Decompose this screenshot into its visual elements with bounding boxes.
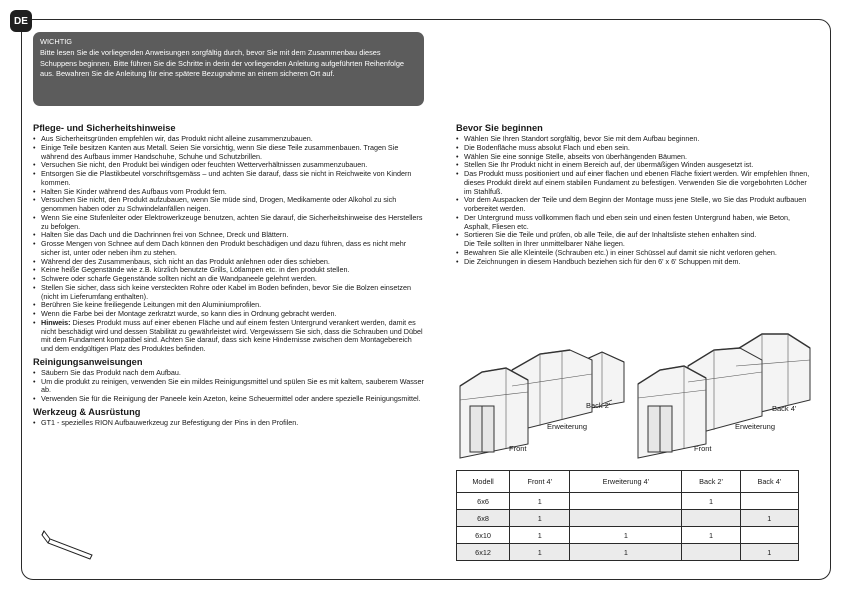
table-cell: 6x10 — [457, 527, 510, 544]
warning-box — [33, 32, 424, 106]
warning-text: Bitte lesen Sie die vorliegenden Anweisungen sorgfältig durch, bevor Sie mit dem Zusammenbau dieses Schuppens beginnen. Bitte führen Sie die Schritte in derin der vorliegenden Anleitung aufgeführten Reihenfolge aus. Bewahren Sie die Anleitung für eine spätere Bezugnahme an einem sicheren Ort auf. — [40, 47, 405, 79]
list-item: • Um die produkt zu reinigen, verwenden Sie ein mildes Reinigungsmittel und spülen Sie es mit kaltem, sauberem Wasser ab. — [33, 378, 425, 396]
list-item: • Der Untergrund muss vollkommen flach und eben sein und einen festen Untergrund haben, wie Beton, Asphalt, Fliesen etc. — [456, 214, 812, 232]
list-item: • Sortieren Sie die Teile und prüfen, ob alle Teile, die auf der Inhaltsliste stehen enhalten sind. Die Teile sollten in Ihrer unmittelbarer Nähe liegen. — [456, 231, 812, 249]
table-cell: 6x8 — [457, 510, 510, 527]
before-heading: Bevor Sie beginnen — [456, 123, 543, 133]
list-item: • Halten Sie Kinder während des Aufbaus vom Produkt fern. — [33, 188, 425, 197]
list-item: • Entsorgen Sie die Plastikbeutel vorschriftsgemäss – und achten Sie darauf, dass sie nicht in Reichweite von Kindern kommen. — [33, 170, 425, 188]
shed-illustrations — [452, 320, 812, 460]
model-table — [456, 470, 799, 561]
list-item: • Stellen Sie Ihr Produkt nicht in einem Bereich auf, der übermäßigen Winden ausgesetzt ist. — [456, 161, 812, 170]
table-header-row — [457, 471, 799, 493]
table-cell — [570, 510, 682, 527]
table-row — [457, 527, 799, 544]
col-header: Back 4' — [740, 471, 798, 493]
table-row — [457, 510, 799, 527]
warning-title: WICHTIG — [40, 37, 73, 46]
label-extension-right: Erweiterung — [735, 422, 776, 431]
table-cell: 1 — [510, 493, 570, 510]
list-item: • Halten Sie das Dach und die Dachrinnen frei von Schnee, Dreck und Blättern. — [33, 231, 425, 240]
table-cell: 1 — [682, 527, 740, 544]
list-item: • Wählen Sie Ihren Standort sorgfältig, bevor Sie mit dem Aufbau beginnen. — [456, 135, 812, 144]
list-item: • Das Produkt muss positioniert und auf einer flachen und ebenen Fläche fixiert werden. Wir empfehlen Ihnen, dieses Produkt direkt auf einem stabilen Fundament zu befestigen. Verwenden Sie die vorgebohrten Löcher im Stahlfuß. — [456, 170, 812, 196]
list-item: • Versuchen Sie nicht, den Produkt bei windigen oder feuchten Wetterverhältnissen zusammenzubauen. — [33, 161, 425, 170]
label-back-4: Back 4' — [772, 404, 797, 413]
label-front-right: Front — [694, 444, 712, 453]
table-row — [457, 544, 799, 561]
table-cell: 1 — [740, 544, 798, 561]
table-cell: 1 — [510, 510, 570, 527]
language-badge: DE — [10, 10, 32, 32]
list-item: • Wählen Sie eine sonnige Stelle, abseits von überhängenden Bäumen. — [456, 153, 812, 162]
label-extension-left: Erweiterung — [547, 422, 588, 431]
table-cell: 1 — [510, 527, 570, 544]
list-item: • Wenn Sie eine Stufenleiter oder Elektrowerkzeuge benutzen, achten Sie darauf, die Sicherheitshinweise des Herstellers zu befolgen. — [33, 214, 425, 232]
table-cell: 1 — [510, 544, 570, 561]
col-header: Modell — [457, 471, 510, 493]
table-cell — [570, 493, 682, 510]
before-list — [456, 135, 812, 266]
list-item: • GT1 - spezielles RION Aufbauwerkzeug zur Befestigung der Pins in den Profilen. — [33, 419, 425, 428]
list-item: • Verwenden Sie für die Reinigung der Paneele kein Azeton, keine Scheuermittel oder andere spezielle Reinigungsmittel. — [33, 395, 425, 404]
table-cell: 1 — [740, 510, 798, 527]
table-cell: 6x6 — [457, 493, 510, 510]
list-item: • Vor dem Auspacken der Teile und dem Beginn der Montage muss jene Stelle, wo Sie das Produkt aufbauen vorbereitet werden. — [456, 196, 812, 214]
note-text: Dieses Produkt muss auf einer ebenen Fläche und auf einem festen Untergrund verankert werden, damit es nicht beschädigt wird und dessen Stabilität zu gewährleistet wird. Vergewissern Sie sich, dass die Schrauben und Dübel mit dem Fundament kompatibel sind. Achten Sie darauf, dass sich keine Hindernisse zwischen dem Montagebereich und dem endgültigen Platz des Produktes befinden. — [41, 317, 423, 353]
list-item: • Wenn die Farbe bei der Montage zerkratzt wurde, so kann dies in Ordnung gebracht werden. — [33, 310, 425, 319]
note-label: Hinweis: — [41, 317, 71, 327]
cleaning-heading: Reinigungsanweisungen — [33, 356, 143, 367]
list-item: • Die Bodenfläche muss absolut Flach und eben sein. — [456, 144, 812, 153]
left-column — [33, 123, 425, 428]
table-cell: 1 — [570, 527, 682, 544]
tools-heading: Werkzeug & Ausrüstung — [33, 406, 141, 417]
table-cell: 1 — [570, 544, 682, 561]
table-cell: 1 — [682, 493, 740, 510]
cleaning-list — [33, 369, 425, 404]
col-header: Back 2' — [682, 471, 740, 493]
list-item: • Während der des Zusammenbaus, sich nicht an das Produkt anlehnen oder dies schieben. — [33, 258, 425, 267]
list-item: • Schwere oder scharfe Gegenstände sollten nicht an die Wandpaneele gelehnt werden. — [33, 275, 425, 284]
table-cell — [682, 510, 740, 527]
col-header: Erweiterung 4' — [570, 471, 682, 493]
list-item: • Aus Sicherheitsgründen empfehlen wir, das Produkt nicht alleine zusammenzubauen. — [33, 135, 425, 144]
table-cell — [740, 493, 798, 510]
table-row — [457, 493, 799, 510]
table-cell — [740, 527, 798, 544]
safety-list — [33, 135, 425, 354]
table-cell — [682, 544, 740, 561]
right-column — [456, 123, 812, 266]
table-cell: 6x12 — [457, 544, 510, 561]
list-item: • Versuchen Sie nicht, den Produkt aufzubauen, wenn Sie müde sind, Drogen, Medikamente oder Alkohol zu sich genommen haben oder zu Schwindelanfällen neigen. — [33, 196, 425, 214]
col-header: Front 4' — [510, 471, 570, 493]
list-item: • Säubern Sie das Produkt nach dem Aufbau. — [33, 369, 425, 378]
list-item: • Stellen Sie sicher, dass sich keine versteckten Rohre oder Kabel im Boden befinden, bevor Sie die Bolzen einsetzen (nicht im Lieferumfang enthalten). — [33, 284, 425, 302]
shed-6x8-illustration — [452, 320, 632, 460]
list-item: • Grosse Mengen von Schnee auf dem Dach können den Produkt beschädigen und dazu führen, dass es nicht mehr sicher ist, unter oder neben ihm zu stehen. — [33, 240, 425, 258]
list-item: • Einige Teile besitzen Kanten aus Metall. Seien Sie vorsichtig, wenn Sie diese Teile zusammenbauen. Tragen Sie während des Aufbaus immer Handschuhe, Schuhe und Schutzbrillen. — [33, 144, 425, 162]
gt1-tool-icon — [40, 527, 96, 561]
tools-list — [33, 419, 425, 428]
list-item: • Berühren Sie keine freiliegende Leitungen mit den Aluminiumprofilen. — [33, 301, 425, 310]
list-item: • Keine heiße Gegenstände wie z.B. kürzlich benutzte Grills, Lötlampen etc. in den produkt stellen. — [33, 266, 425, 275]
label-front-left: Front — [509, 444, 527, 453]
label-back-2: Back 2' — [586, 401, 611, 410]
list-item: • Die Zeichnungen in diesem Handbuch beziehen sich für den 6' x 6' Schuppen mit dem. — [456, 258, 812, 267]
safety-heading: Pflege- und Sicherheitshinweise — [33, 123, 176, 133]
list-item-note — [33, 319, 425, 354]
list-item: • Bewahren Sie alle Kleinteile (Schrauben etc.) in einer Schüssel auf damit sie nicht verloren gehen. — [456, 249, 812, 258]
shed-6x8-back4-illustration — [632, 320, 812, 460]
